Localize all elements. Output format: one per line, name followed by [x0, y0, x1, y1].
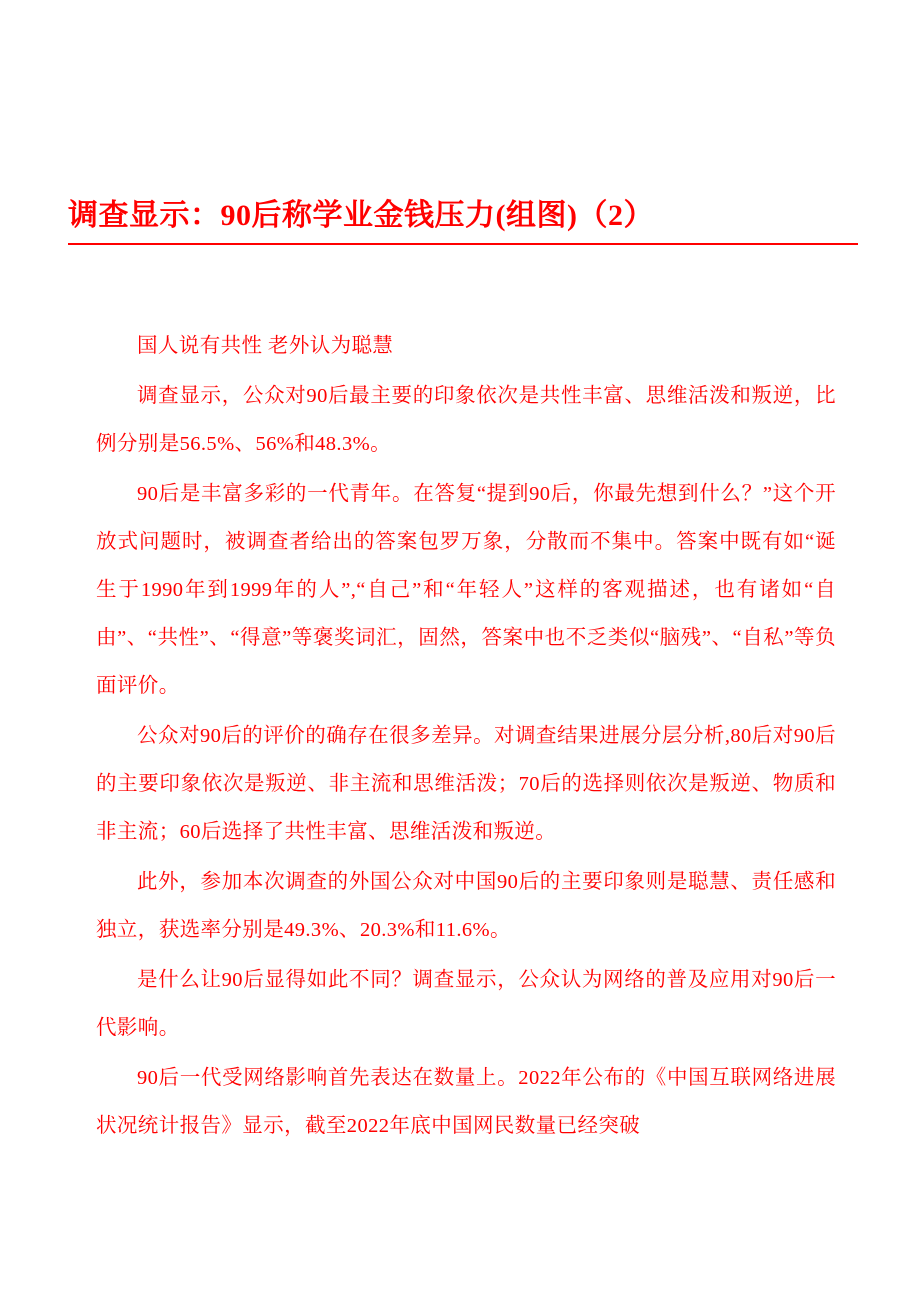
- paragraph: 公众对90后的评价的确存在很多差异。对调查结果进展分层分析,80后对90后的主要印象依次是叛逆、非主流和思维活泼；70后的选择则依次是叛逆、物质和非主流；60后选择了共性丰富、思维活泼和叛逆。: [96, 725, 836, 843]
- paragraph: 此外，参加本次调查的外国公众对中国90后的主要印象则是聪慧、责任感和独立，获选率分别是49.3%、20.3%和11.6%。: [96, 871, 836, 941]
- title-divider: [68, 243, 858, 245]
- page-title: 调查显示：90后称学业金钱压力(组图)（2）: [68, 199, 654, 232]
- paragraph: 是什么让90后显得如此不同？调查显示，公众认为网络的普及应用对90后一代影响。: [96, 969, 836, 1039]
- document-body: [96, 322, 836, 1152]
- paragraph-subheading: 国人说有共性 老外认为聪慧: [137, 335, 394, 357]
- paragraph: 调查显示，公众对90后最主要的印象依次是共性丰富、思维活泼和叛逆，比例分别是56.5%、56%和48.3%。: [96, 385, 836, 455]
- paragraph: 90后是丰富多彩的一代青年。在答复“提到90后，你最先想到什么？”这个开放式问题时，被调查者给出的答案包罗万象，分散而不集中。答案中既有如“诞生于1990年到1999年的人”,“自己”和“年轻人”这样的客观描述，也有诸如“自由”、“共性”、“得意”等褒奖词汇，固然，答案中也不乏类似“脑残”、“自私”等负面评价。: [96, 483, 836, 697]
- paragraph: 90后一代受网络影响首先表达在数量上。2022年公布的《中国互联网络进展状况统计报告》显示，截至2022年底中国网民数量已经突破: [96, 1067, 836, 1137]
